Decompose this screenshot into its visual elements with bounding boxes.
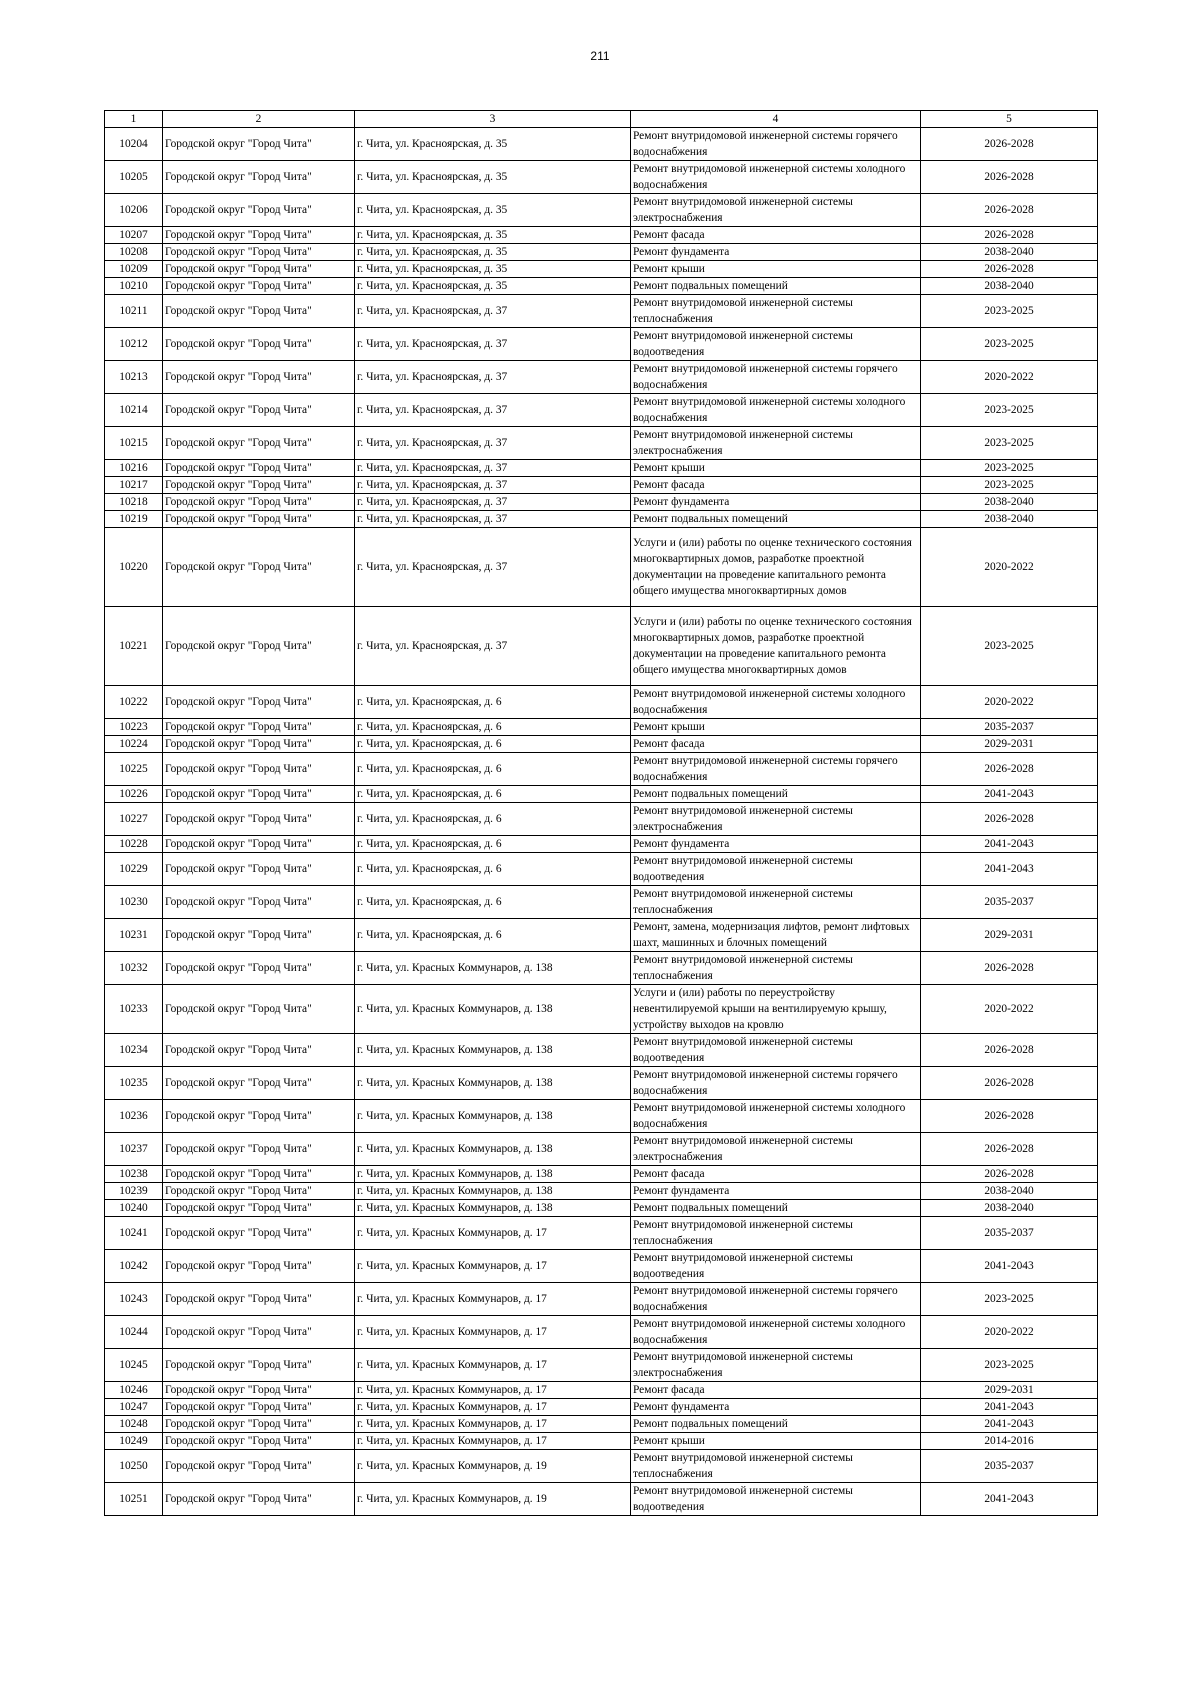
work-type-cell: Ремонт, замена, модернизация лифтов, ремонт лифтовых шахт, машинных и блочных помещений <box>631 919 921 952</box>
address-cell: г. Чита, ул. Красноярская, д. 6 <box>355 919 631 952</box>
row-number-cell: 10229 <box>105 853 163 886</box>
column-number: 5 <box>921 111 1098 128</box>
address-cell: г. Чита, ул. Красных Коммунаров, д. 138 <box>355 1067 631 1100</box>
work-type-cell: Ремонт внутридомовой инженерной системы теплоснабжения <box>631 1450 921 1483</box>
table-row <box>105 1166 1098 1183</box>
page-number: 211 <box>590 49 610 63</box>
municipality-cell: Городской округ "Город Чита" <box>163 719 355 736</box>
work-type-cell: Ремонт фасада <box>631 227 921 244</box>
address-cell: г. Чита, ул. Красных Коммунаров, д. 138 <box>355 1100 631 1133</box>
table-row <box>105 394 1098 427</box>
work-type-cell: Ремонт внутридомовой инженерной системы холодного водоснабжения <box>631 1316 921 1349</box>
work-type-cell: Ремонт внутридомовой инженерной системы электроснабжения <box>631 1349 921 1382</box>
municipality-cell: Городской округ "Город Чита" <box>163 1382 355 1399</box>
row-number-cell: 10239 <box>105 1183 163 1200</box>
table-row <box>105 1382 1098 1399</box>
municipality-cell: Городской округ "Город Чита" <box>163 886 355 919</box>
municipality-cell: Городской округ "Город Чита" <box>163 361 355 394</box>
table-row <box>105 261 1098 278</box>
table-row <box>105 719 1098 736</box>
table-row <box>105 460 1098 477</box>
address-cell: г. Чита, ул. Красноярская, д. 35 <box>355 128 631 161</box>
row-number-cell: 10232 <box>105 952 163 985</box>
table-row <box>105 128 1098 161</box>
period-cell: 2023-2025 <box>921 328 1098 361</box>
table-row <box>105 1067 1098 1100</box>
period-cell: 2014-2016 <box>921 1433 1098 1450</box>
municipality-cell: Городской округ "Город Чита" <box>163 686 355 719</box>
table-row <box>105 477 1098 494</box>
table-row <box>105 919 1098 952</box>
work-type-cell: Ремонт внутридомовой инженерной системы электроснабжения <box>631 194 921 227</box>
row-number-cell: 10245 <box>105 1349 163 1382</box>
column-number: 4 <box>631 111 921 128</box>
table-row <box>105 194 1098 227</box>
row-number-cell: 10213 <box>105 361 163 394</box>
address-cell: г. Чита, ул. Красноярская, д. 6 <box>355 686 631 719</box>
table-row <box>105 494 1098 511</box>
address-cell: г. Чита, ул. Красноярская, д. 37 <box>355 394 631 427</box>
municipality-cell: Городской округ "Город Чита" <box>163 1283 355 1316</box>
work-type-cell: Ремонт фасада <box>631 1382 921 1399</box>
row-number-cell: 10231 <box>105 919 163 952</box>
row-number-cell: 10251 <box>105 1483 163 1516</box>
period-cell: 2035-2037 <box>921 1450 1098 1483</box>
address-cell: г. Чита, ул. Красноярская, д. 6 <box>355 719 631 736</box>
row-number-cell: 10216 <box>105 460 163 477</box>
municipality-cell: Городской округ "Город Чита" <box>163 227 355 244</box>
table-row <box>105 1433 1098 1450</box>
table-row <box>105 607 1098 686</box>
municipality-cell: Городской округ "Город Чита" <box>163 1316 355 1349</box>
work-type-cell: Ремонт фундамента <box>631 836 921 853</box>
column-number-row <box>105 111 1098 128</box>
address-cell: г. Чита, ул. Красноярская, д. 6 <box>355 836 631 853</box>
municipality-cell: Городской округ "Город Чита" <box>163 394 355 427</box>
work-type-cell: Ремонт фасада <box>631 736 921 753</box>
period-cell: 2023-2025 <box>921 607 1098 686</box>
period-cell: 2035-2037 <box>921 886 1098 919</box>
table-row <box>105 803 1098 836</box>
table-row <box>105 1483 1098 1516</box>
work-type-cell: Ремонт внутридомовой инженерной системы электроснабжения <box>631 1133 921 1166</box>
address-cell: г. Чита, ул. Красных Коммунаров, д. 19 <box>355 1483 631 1516</box>
period-cell: 2026-2028 <box>921 1166 1098 1183</box>
period-cell: 2020-2022 <box>921 985 1098 1034</box>
row-number-cell: 10211 <box>105 295 163 328</box>
period-cell: 2023-2025 <box>921 427 1098 460</box>
address-cell: г. Чита, ул. Красноярская, д. 37 <box>355 460 631 477</box>
address-cell: г. Чита, ул. Красных Коммунаров, д. 138 <box>355 1200 631 1217</box>
address-cell: г. Чита, ул. Красных Коммунаров, д. 17 <box>355 1283 631 1316</box>
table-row <box>105 427 1098 460</box>
row-number-cell: 10218 <box>105 494 163 511</box>
address-cell: г. Чита, ул. Красных Коммунаров, д. 17 <box>355 1433 631 1450</box>
period-cell: 2041-2043 <box>921 853 1098 886</box>
address-cell: г. Чита, ул. Красных Коммунаров, д. 138 <box>355 1133 631 1166</box>
work-type-cell: Ремонт подвальных помещений <box>631 278 921 295</box>
work-type-cell: Ремонт внутридомовой инженерной системы теплоснабжения <box>631 1217 921 1250</box>
period-cell: 2026-2028 <box>921 1133 1098 1166</box>
row-number-cell: 10240 <box>105 1200 163 1217</box>
period-cell: 2023-2025 <box>921 1283 1098 1316</box>
period-cell: 2026-2028 <box>921 1067 1098 1100</box>
table-row <box>105 1399 1098 1416</box>
period-cell: 2035-2037 <box>921 1217 1098 1250</box>
table-row <box>105 886 1098 919</box>
period-cell: 2020-2022 <box>921 686 1098 719</box>
row-number-cell: 10228 <box>105 836 163 853</box>
municipality-cell: Городской округ "Город Чита" <box>163 1450 355 1483</box>
row-number-cell: 10215 <box>105 427 163 460</box>
row-number-cell: 10230 <box>105 886 163 919</box>
row-number-cell: 10220 <box>105 528 163 607</box>
row-number-cell: 10248 <box>105 1416 163 1433</box>
work-type-cell: Ремонт внутридомовой инженерной системы горячего водоснабжения <box>631 361 921 394</box>
address-cell: г. Чита, ул. Красноярская, д. 6 <box>355 803 631 836</box>
table-row <box>105 853 1098 886</box>
municipality-cell: Городской округ "Город Чита" <box>163 427 355 460</box>
period-cell: 2041-2043 <box>921 836 1098 853</box>
address-cell: г. Чита, ул. Красноярская, д. 37 <box>355 607 631 686</box>
row-number-cell: 10225 <box>105 753 163 786</box>
row-number-cell: 10241 <box>105 1217 163 1250</box>
period-cell: 2041-2043 <box>921 1416 1098 1433</box>
municipality-cell: Городской округ "Город Чита" <box>163 1399 355 1416</box>
work-type-cell: Ремонт крыши <box>631 1433 921 1450</box>
address-cell: г. Чита, ул. Красноярская, д. 6 <box>355 786 631 803</box>
work-type-cell: Ремонт внутридомовой инженерной системы горячего водоснабжения <box>631 753 921 786</box>
period-cell: 2041-2043 <box>921 1250 1098 1283</box>
table-row <box>105 161 1098 194</box>
work-type-cell: Ремонт фасада <box>631 477 921 494</box>
work-type-cell: Ремонт фасада <box>631 1166 921 1183</box>
municipality-cell: Городской округ "Город Чита" <box>163 1217 355 1250</box>
municipality-cell: Городской округ "Город Чита" <box>163 786 355 803</box>
work-type-cell: Ремонт внутридомовой инженерной системы холодного водоснабжения <box>631 1100 921 1133</box>
period-cell: 2038-2040 <box>921 511 1098 528</box>
row-number-cell: 10227 <box>105 803 163 836</box>
work-type-cell: Ремонт внутридомовой инженерной системы холодного водоснабжения <box>631 686 921 719</box>
period-cell: 2029-2031 <box>921 919 1098 952</box>
row-number-cell: 10212 <box>105 328 163 361</box>
table-row <box>105 1034 1098 1067</box>
period-cell: 2026-2028 <box>921 952 1098 985</box>
address-cell: г. Чита, ул. Красноярская, д. 37 <box>355 477 631 494</box>
address-cell: г. Чита, ул. Красных Коммунаров, д. 17 <box>355 1399 631 1416</box>
municipality-cell: Городской округ "Город Чита" <box>163 1349 355 1382</box>
work-type-cell: Ремонт крыши <box>631 719 921 736</box>
row-number-cell: 10242 <box>105 1250 163 1283</box>
table-row <box>105 227 1098 244</box>
address-cell: г. Чита, ул. Красноярская, д. 6 <box>355 886 631 919</box>
municipality-cell: Городской округ "Город Чита" <box>163 919 355 952</box>
address-cell: г. Чита, ул. Красноярская, д. 6 <box>355 853 631 886</box>
period-cell: 2038-2040 <box>921 1183 1098 1200</box>
row-number-cell: 10221 <box>105 607 163 686</box>
row-number-cell: 10243 <box>105 1283 163 1316</box>
work-type-cell: Ремонт фундамента <box>631 244 921 261</box>
work-type-cell: Ремонт внутридомовой инженерной системы электроснабжения <box>631 803 921 836</box>
table-row <box>105 836 1098 853</box>
period-cell: 2041-2043 <box>921 1483 1098 1516</box>
row-number-cell: 10210 <box>105 278 163 295</box>
row-number-cell: 10233 <box>105 985 163 1034</box>
municipality-cell: Городской округ "Город Чита" <box>163 460 355 477</box>
municipality-cell: Городской округ "Город Чита" <box>163 528 355 607</box>
table-row <box>105 1250 1098 1283</box>
table-row <box>105 1416 1098 1433</box>
municipality-cell: Городской округ "Город Чита" <box>163 753 355 786</box>
address-cell: г. Чита, ул. Красноярская, д. 37 <box>355 427 631 460</box>
work-type-cell: Ремонт внутридомовой инженерной системы горячего водоснабжения <box>631 1067 921 1100</box>
period-cell: 2023-2025 <box>921 1349 1098 1382</box>
address-cell: г. Чита, ул. Красноярская, д. 35 <box>355 227 631 244</box>
address-cell: г. Чита, ул. Красноярская, д. 6 <box>355 753 631 786</box>
row-number-cell: 10222 <box>105 686 163 719</box>
period-cell: 2029-2031 <box>921 736 1098 753</box>
table-row <box>105 786 1098 803</box>
column-number: 3 <box>355 111 631 128</box>
work-type-cell: Ремонт внутридомовой инженерной системы теплоснабжения <box>631 952 921 985</box>
municipality-cell: Городской округ "Город Чита" <box>163 1067 355 1100</box>
work-type-cell: Ремонт подвальных помещений <box>631 1200 921 1217</box>
period-cell: 2038-2040 <box>921 244 1098 261</box>
row-number-cell: 10250 <box>105 1450 163 1483</box>
row-number-cell: 10224 <box>105 736 163 753</box>
municipality-cell: Городской округ "Город Чита" <box>163 161 355 194</box>
municipality-cell: Городской округ "Город Чита" <box>163 494 355 511</box>
address-cell: г. Чита, ул. Красных Коммунаров, д. 138 <box>355 985 631 1034</box>
address-cell: г. Чита, ул. Красноярская, д. 37 <box>355 295 631 328</box>
work-type-cell: Ремонт внутридомовой инженерной системы горячего водоснабжения <box>631 128 921 161</box>
period-cell: 2026-2028 <box>921 128 1098 161</box>
municipality-cell: Городской округ "Город Чита" <box>163 803 355 836</box>
row-number-cell: 10207 <box>105 227 163 244</box>
address-cell: г. Чита, ул. Красных Коммунаров, д. 138 <box>355 1183 631 1200</box>
municipality-cell: Городской округ "Город Чита" <box>163 1183 355 1200</box>
period-cell: 2020-2022 <box>921 528 1098 607</box>
row-number-cell: 10214 <box>105 394 163 427</box>
row-number-cell: 10236 <box>105 1100 163 1133</box>
municipality-cell: Городской округ "Город Чита" <box>163 1250 355 1283</box>
period-cell: 2026-2028 <box>921 803 1098 836</box>
address-cell: г. Чита, ул. Красных Коммунаров, д. 17 <box>355 1217 631 1250</box>
work-type-cell: Ремонт внутридомовой инженерной системы водоотведения <box>631 853 921 886</box>
address-cell: г. Чита, ул. Красноярская, д. 6 <box>355 736 631 753</box>
table-row <box>105 1200 1098 1217</box>
municipality-cell: Городской округ "Город Чита" <box>163 194 355 227</box>
address-cell: г. Чита, ул. Красных Коммунаров, д. 17 <box>355 1382 631 1399</box>
address-cell: г. Чита, ул. Красноярская, д. 35 <box>355 161 631 194</box>
municipality-cell: Городской округ "Город Чита" <box>163 1200 355 1217</box>
municipality-cell: Городской округ "Город Чита" <box>163 1100 355 1133</box>
column-number: 1 <box>105 111 163 128</box>
period-cell: 2026-2028 <box>921 261 1098 278</box>
municipality-cell: Городской округ "Город Чита" <box>163 607 355 686</box>
work-type-cell: Услуги и (или) работы по переустройству невентилируемой крыши на вентилируемую крышу, устройству выходов на кровлю <box>631 985 921 1034</box>
period-cell: 2023-2025 <box>921 477 1098 494</box>
work-type-cell: Ремонт подвальных помещений <box>631 511 921 528</box>
municipality-cell: Городской округ "Город Чита" <box>163 853 355 886</box>
work-type-cell: Ремонт крыши <box>631 460 921 477</box>
municipality-cell: Городской округ "Город Чита" <box>163 1166 355 1183</box>
work-type-cell: Ремонт внутридомовой инженерной системы холодного водоснабжения <box>631 394 921 427</box>
work-type-cell: Ремонт внутридомовой инженерной системы водоотведения <box>631 1034 921 1067</box>
period-cell: 2026-2028 <box>921 161 1098 194</box>
municipality-cell: Городской округ "Город Чита" <box>163 1133 355 1166</box>
row-number-cell: 10209 <box>105 261 163 278</box>
address-cell: г. Чита, ул. Красноярская, д. 37 <box>355 494 631 511</box>
period-cell: 2038-2040 <box>921 278 1098 295</box>
municipality-cell: Городской округ "Город Чита" <box>163 261 355 278</box>
table-row <box>105 1133 1098 1166</box>
address-cell: г. Чита, ул. Красноярская, д. 37 <box>355 528 631 607</box>
municipality-cell: Городской округ "Город Чита" <box>163 1483 355 1516</box>
row-number-cell: 10208 <box>105 244 163 261</box>
municipality-cell: Городской округ "Город Чита" <box>163 278 355 295</box>
work-type-cell: Ремонт внутридомовой инженерной системы электроснабжения <box>631 427 921 460</box>
work-type-cell: Услуги и (или) работы по оценке технического состояния многоквартирных домов, разработке проектной документации на проведение капитального ремонта общего имущества многоквартирных домов <box>631 528 921 607</box>
period-cell: 2026-2028 <box>921 227 1098 244</box>
address-cell: г. Чита, ул. Красных Коммунаров, д. 138 <box>355 1034 631 1067</box>
work-type-cell: Ремонт внутридомовой инженерной системы водоотведения <box>631 328 921 361</box>
address-cell: г. Чита, ул. Красноярская, д. 37 <box>355 511 631 528</box>
municipality-cell: Городской округ "Город Чита" <box>163 244 355 261</box>
work-type-cell: Ремонт подвальных помещений <box>631 1416 921 1433</box>
table-body <box>105 128 1098 1516</box>
work-type-cell: Ремонт фундамента <box>631 494 921 511</box>
table-row <box>105 1450 1098 1483</box>
municipality-cell: Городской округ "Город Чита" <box>163 511 355 528</box>
table-row <box>105 1349 1098 1382</box>
address-cell: г. Чита, ул. Красноярская, д. 35 <box>355 261 631 278</box>
address-cell: г. Чита, ул. Красноярская, д. 35 <box>355 194 631 227</box>
table-row <box>105 361 1098 394</box>
work-type-cell: Ремонт внутридомовой инженерной системы холодного водоснабжения <box>631 161 921 194</box>
municipality-cell: Городской округ "Город Чита" <box>163 1034 355 1067</box>
row-number-cell: 10238 <box>105 1166 163 1183</box>
municipality-cell: Городской округ "Город Чита" <box>163 128 355 161</box>
work-type-cell: Услуги и (или) работы по оценке технического состояния многоквартирных домов, разработке проектной документации на проведение капитального ремонта общего имущества многоквартирных домов <box>631 607 921 686</box>
table-row <box>105 952 1098 985</box>
municipality-cell: Городской округ "Город Чита" <box>163 328 355 361</box>
address-cell: г. Чита, ул. Красных Коммунаров, д. 138 <box>355 1166 631 1183</box>
address-cell: г. Чита, ул. Красноярская, д. 35 <box>355 244 631 261</box>
table-row <box>105 686 1098 719</box>
municipality-cell: Городской округ "Город Чита" <box>163 952 355 985</box>
address-cell: г. Чита, ул. Красноярская, д. 37 <box>355 361 631 394</box>
row-number-cell: 10244 <box>105 1316 163 1349</box>
municipality-cell: Городской округ "Город Чита" <box>163 836 355 853</box>
address-cell: г. Чита, ул. Красноярская, д. 37 <box>355 328 631 361</box>
table-row <box>105 985 1098 1034</box>
work-type-cell: Ремонт внутридомовой инженерной системы водоотведения <box>631 1250 921 1283</box>
municipality-cell: Городской округ "Город Чита" <box>163 1433 355 1450</box>
row-number-cell: 10206 <box>105 194 163 227</box>
table-row <box>105 511 1098 528</box>
table-row <box>105 1100 1098 1133</box>
period-cell: 2029-2031 <box>921 1382 1098 1399</box>
period-cell: 2020-2022 <box>921 361 1098 394</box>
table-row <box>105 753 1098 786</box>
row-number-cell: 10223 <box>105 719 163 736</box>
work-type-cell: Ремонт фундамента <box>631 1183 921 1200</box>
address-cell: г. Чита, ул. Красных Коммунаров, д. 138 <box>355 952 631 985</box>
period-cell: 2035-2037 <box>921 719 1098 736</box>
period-cell: 2023-2025 <box>921 295 1098 328</box>
work-type-cell: Ремонт внутридомовой инженерной системы теплоснабжения <box>631 886 921 919</box>
table-row <box>105 244 1098 261</box>
address-cell: г. Чита, ул. Красных Коммунаров, д. 17 <box>355 1416 631 1433</box>
capital-repair-table <box>104 110 1098 1516</box>
row-number-cell: 10205 <box>105 161 163 194</box>
row-number-cell: 10235 <box>105 1067 163 1100</box>
work-type-cell: Ремонт подвальных помещений <box>631 786 921 803</box>
period-cell: 2026-2028 <box>921 753 1098 786</box>
address-cell: г. Чита, ул. Красноярская, д. 35 <box>355 278 631 295</box>
table-row <box>105 1283 1098 1316</box>
row-number-cell: 10204 <box>105 128 163 161</box>
row-number-cell: 10246 <box>105 1382 163 1399</box>
period-cell: 2020-2022 <box>921 1316 1098 1349</box>
period-cell: 2026-2028 <box>921 1034 1098 1067</box>
municipality-cell: Городской округ "Город Чита" <box>163 295 355 328</box>
row-number-cell: 10249 <box>105 1433 163 1450</box>
period-cell: 2041-2043 <box>921 786 1098 803</box>
table-row <box>105 328 1098 361</box>
address-cell: г. Чита, ул. Красных Коммунаров, д. 17 <box>355 1316 631 1349</box>
address-cell: г. Чита, ул. Красных Коммунаров, д. 19 <box>355 1450 631 1483</box>
municipality-cell: Городской округ "Город Чита" <box>163 736 355 753</box>
period-cell: 2023-2025 <box>921 394 1098 427</box>
row-number-cell: 10219 <box>105 511 163 528</box>
table-row <box>105 1316 1098 1349</box>
period-cell: 2038-2040 <box>921 494 1098 511</box>
work-type-cell: Ремонт внутридомовой инженерной системы теплоснабжения <box>631 295 921 328</box>
municipality-cell: Городской округ "Город Чита" <box>163 985 355 1034</box>
period-cell: 2041-2043 <box>921 1399 1098 1416</box>
row-number-cell: 10234 <box>105 1034 163 1067</box>
address-cell: г. Чита, ул. Красных Коммунаров, д. 17 <box>355 1349 631 1382</box>
municipality-cell: Городской округ "Город Чита" <box>163 1416 355 1433</box>
table-row <box>105 1183 1098 1200</box>
work-type-cell: Ремонт фундамента <box>631 1399 921 1416</box>
row-number-cell: 10237 <box>105 1133 163 1166</box>
period-cell: 2038-2040 <box>921 1200 1098 1217</box>
table-row <box>105 278 1098 295</box>
table-row <box>105 1217 1098 1250</box>
work-type-cell: Ремонт крыши <box>631 261 921 278</box>
work-type-cell: Ремонт внутридомовой инженерной системы водоотведения <box>631 1483 921 1516</box>
period-cell: 2023-2025 <box>921 460 1098 477</box>
period-cell: 2026-2028 <box>921 194 1098 227</box>
row-number-cell: 10247 <box>105 1399 163 1416</box>
table-row <box>105 528 1098 607</box>
column-number: 2 <box>163 111 355 128</box>
period-cell: 2026-2028 <box>921 1100 1098 1133</box>
row-number-cell: 10217 <box>105 477 163 494</box>
municipality-cell: Городской округ "Город Чита" <box>163 477 355 494</box>
address-cell: г. Чита, ул. Красных Коммунаров, д. 17 <box>355 1250 631 1283</box>
work-type-cell: Ремонт внутридомовой инженерной системы горячего водоснабжения <box>631 1283 921 1316</box>
row-number-cell: 10226 <box>105 786 163 803</box>
table-row <box>105 736 1098 753</box>
table-row <box>105 295 1098 328</box>
